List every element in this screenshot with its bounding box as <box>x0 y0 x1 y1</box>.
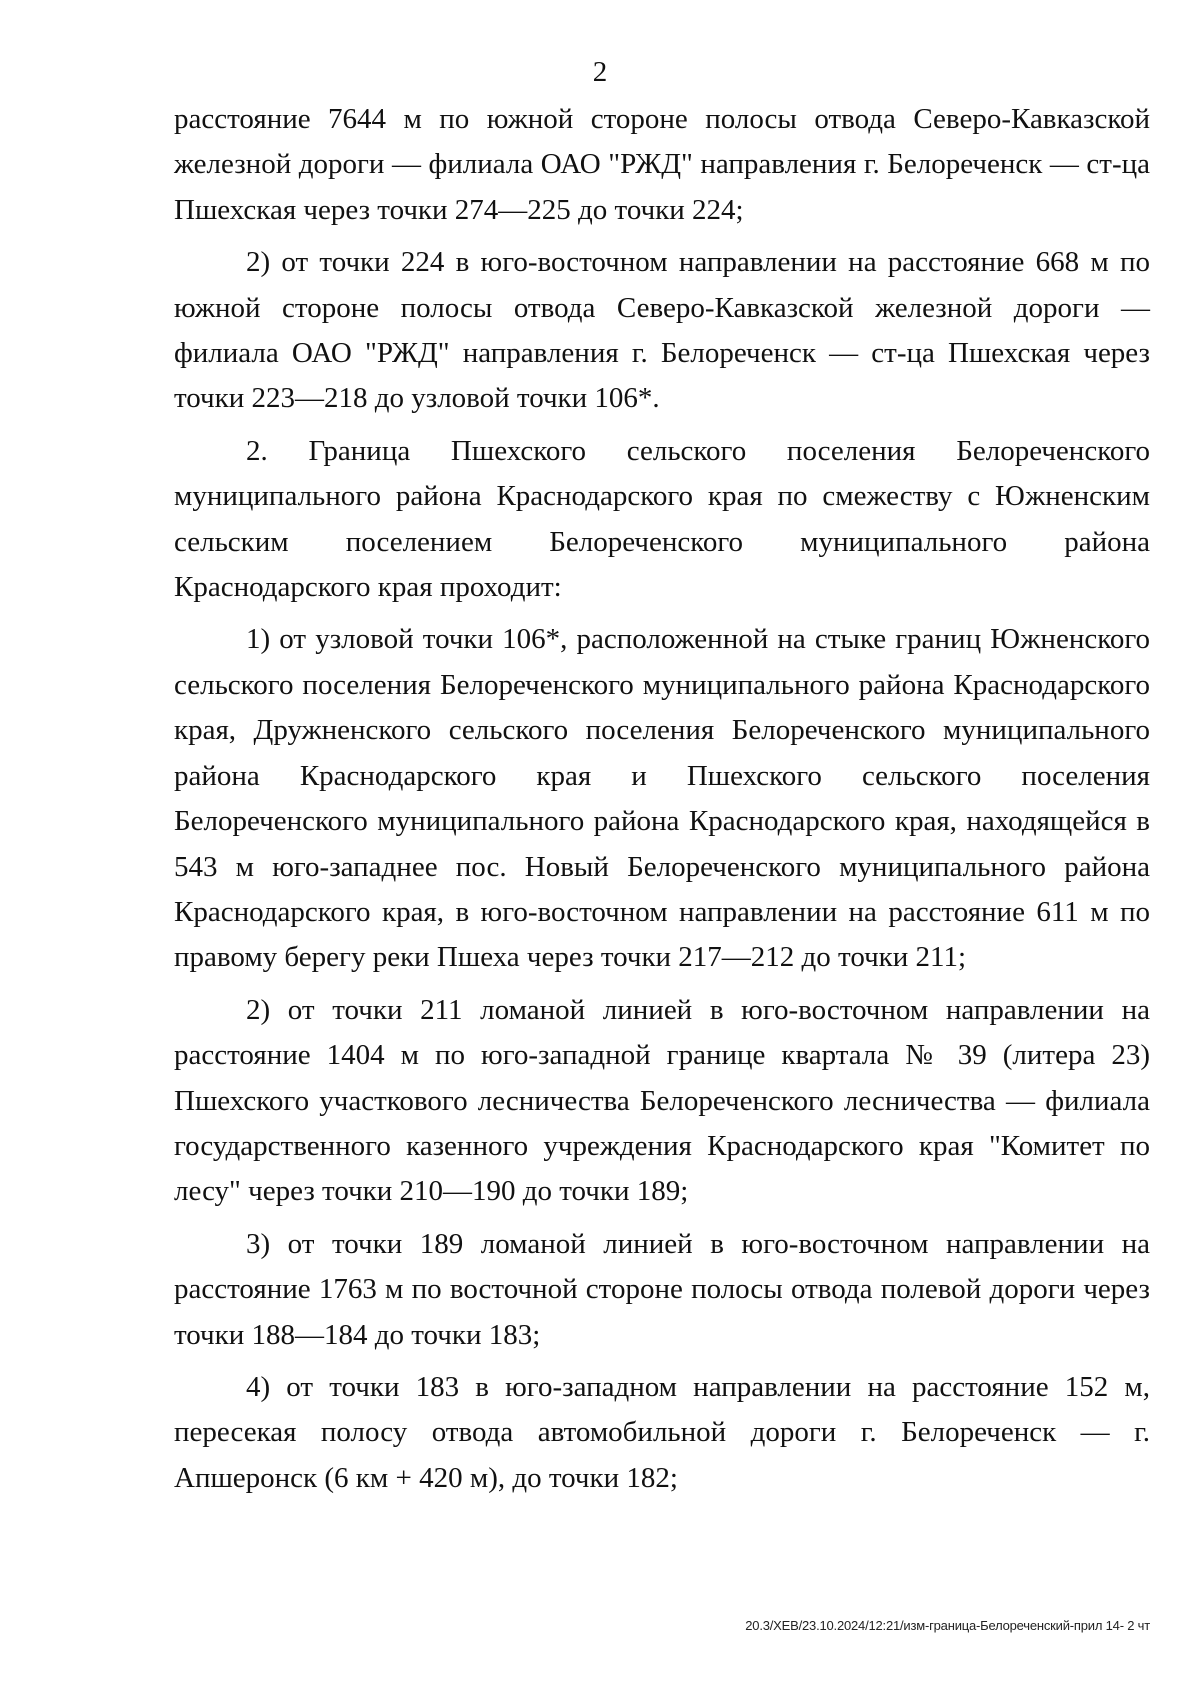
paragraph-section-2-heading: 2. Граница Пшехского сельского поселения Белореченского муниципального района Краснодарского края по смежеству с Южненским сельским поселением Белореченского муниципального района Краснодарского края проходит: <box>174 434 1150 604</box>
paragraph-item-3-point-189: 3) от точки 189 ломаной линией в юго-восточном направлении на расстояние 1763 м по восточной стороне полосы отвода полевой дороги через точки 188—184 до точки 183; <box>174 1227 1150 1351</box>
paragraph-item-1-node-106: 1) от узловой точки 106*, расположенной на стыке границ Южненского сельского поселения Белореченского муниципального района Краснодарского края, Дружненского сельского поселения Белореченского муниципального района Краснодарского края и Пшехского сельского поселения Белореченского муниципального района Краснодарского края, находящейся в 543 м юго-западнее пос. Новый Белореченского муниципального района Краснодарского края, в юго-восточном направлении на расстояние 611 м по правому берегу реки Пшеха через точки 217—212 до точки 211; <box>174 623 1150 974</box>
paragraph-item-2-railway: 2) от точки 224 в юго-восточном направлении на расстояние 668 м по южной стороне полосы отвода Северо-Кавказской железной дороги — филиала ОАО "РЖД" направления г. Белореченск — ст-ца Пшехская через точки 223—218 до узловой точки 106*. <box>174 246 1150 415</box>
document-body <box>174 97 1150 1501</box>
page-number: 2 <box>592 56 608 88</box>
document-footer-code: 20.3/ХЕВ/23.10.2024/12:21/изм-граница-Белореченский-прил 14- 2 чт <box>745 1618 1150 1633</box>
paragraph-continuation: расстояние 7644 м по южной стороне полосы отвода Северо-Кавказской железной дороги — филиала ОАО "РЖД" направления г. Белореченск — ст-ца Пшехская через точки 274—225 до точки 224; <box>174 103 1150 226</box>
paragraph-item-4-point-183: 4) от точки 183 в юго-западном направлении на расстояние 152 м, пересекая полосу отвода автомобильной дороги г. Белореченск — г. Апшеронск (6 км + 420 м), до точки 182; <box>174 1370 1150 1494</box>
paragraph-item-2-point-211: 2) от точки 211 ломаной линией в юго-восточном направлении на расстояние 1404 м по юго-западной границе квартала № 39 (литера 23) Пшехского участкового лесничества Белореченского лесничества — филиала государственного казенного учреждения Краснодарского края "Комитет по лесу" через точки 210—190 до точки 189; <box>174 993 1150 1208</box>
